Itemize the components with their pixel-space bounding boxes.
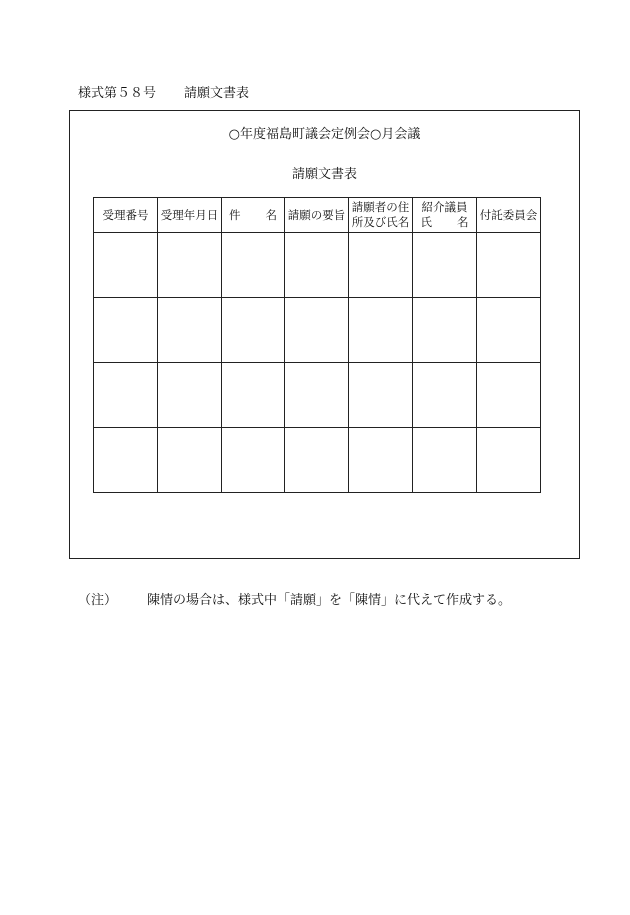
form-number: 様式第５８号 (78, 86, 157, 101)
table-row (94, 298, 541, 363)
header-petitioner (349, 198, 413, 233)
table-cell[interactable] (158, 428, 222, 493)
form-frame (69, 110, 580, 559)
table-cell[interactable] (222, 233, 285, 298)
header-introducing-member-line2 (421, 215, 469, 230)
table-cell[interactable] (349, 363, 413, 428)
table-cell[interactable] (158, 363, 222, 428)
header-receipt-date: 受理年月日 (158, 198, 222, 233)
table-cell[interactable] (222, 298, 285, 363)
petition-table (93, 197, 541, 493)
table-cell[interactable] (94, 298, 158, 363)
table-cell[interactable] (349, 428, 413, 493)
table-cell[interactable] (158, 233, 222, 298)
table-cell[interactable] (413, 233, 477, 298)
footnote (78, 589, 511, 608)
table-cell[interactable] (285, 363, 349, 428)
header-petitioner-line2: 所及び氏名 (351, 215, 410, 229)
table-row (94, 363, 541, 428)
header-receipt-number: 受理番号 (94, 198, 158, 233)
table-cell[interactable] (285, 428, 349, 493)
table-cell[interactable] (477, 428, 541, 493)
header-introducing-member (413, 198, 477, 233)
table-cell[interactable] (477, 363, 541, 428)
header-introducing-member-line2-part1: 氏 (420, 215, 432, 229)
table-cell[interactable] (285, 233, 349, 298)
header-petitioner-line1: 請願者の住 (351, 200, 410, 214)
session-title: ○年度福島町議会定例会○月会議 (228, 127, 421, 142)
table-cell[interactable] (222, 428, 285, 493)
form-title: 請願文書表 (184, 86, 250, 101)
table-cell[interactable] (349, 298, 413, 363)
table-cell[interactable] (413, 428, 477, 493)
table-cell[interactable] (413, 298, 477, 363)
header-subject (222, 198, 285, 233)
table-row (94, 233, 541, 298)
table-cell[interactable] (94, 428, 158, 493)
header-subject-part2: 名 (265, 207, 277, 222)
footnote-label: （注） (78, 593, 118, 608)
table-row (94, 428, 541, 493)
table-cell[interactable] (94, 233, 158, 298)
table-body (94, 233, 541, 493)
table-cell[interactable] (222, 363, 285, 428)
table-cell[interactable] (285, 298, 349, 363)
document-title: 請願文書表 (291, 167, 357, 182)
header-subject-part1: 件 (229, 207, 241, 222)
table-cell[interactable] (158, 298, 222, 363)
table-cell[interactable] (413, 363, 477, 428)
table-cell[interactable] (94, 363, 158, 428)
form-header (78, 82, 249, 101)
table-header-row (94, 198, 541, 233)
table-cell[interactable] (477, 298, 541, 363)
table-cell[interactable] (477, 233, 541, 298)
header-introducing-member-line2-part2: 名 (457, 215, 469, 229)
table-cell[interactable] (349, 233, 413, 298)
header-introducing-member-line1: 紹介議員 (421, 200, 468, 214)
header-referred-committee: 付託委員会 (477, 198, 541, 233)
header-petition-summary: 請願の要旨 (285, 198, 349, 233)
footnote-text: 陳情の場合は、様式中「請願」を「陳情」に代えて作成する。 (147, 593, 512, 608)
